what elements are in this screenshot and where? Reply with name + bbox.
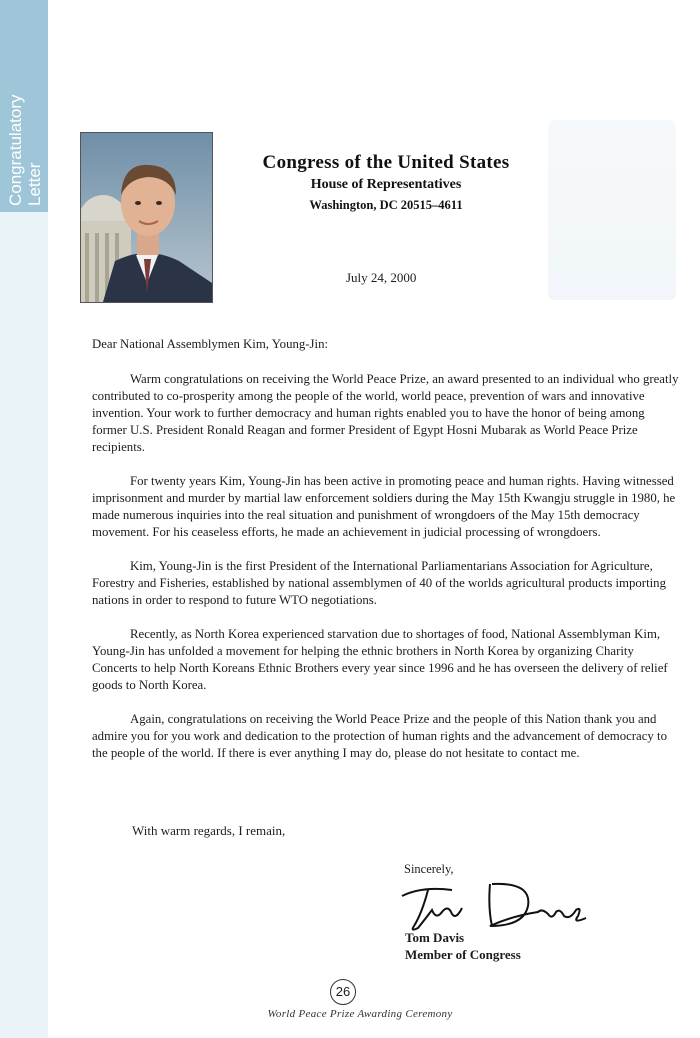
- letterhead-house: House of Representatives: [310, 177, 462, 192]
- sincerely-line: Sincerely,: [404, 862, 454, 876]
- section-tab-label: [6, 6, 44, 206]
- paragraph-4: Recently, as North Korea experienced starvation due to shortages of food, National Assemblyman Kim, Young-Jin has unfolded a movement for helping the ethnic brothers in North Korea by organizing Charity Concerts to help North Koreans Ethnic Brothers every year since 1996 and he has overseen the delivery of relief goods to North Korea.: [92, 627, 668, 692]
- signer-block: [405, 929, 521, 963]
- footer-caption: World Peace Prize Awarding Ceremony: [267, 1008, 453, 1020]
- paragraph-1: Warm congratulations on receiving the World Peace Prize, an award presented to an individual who greatly contributed to co-prosperity among the people of the world, world peace, prevention of wars and innovative invention. Your work to further democracy and human rights enabled you to have the honor of being among former U.S. President Ronald Reagan and former President of Egypt Hosni Mubarak as World Peace Prize recipients.: [92, 372, 679, 454]
- signer-title: Member of Congress: [405, 947, 521, 962]
- page-number: 26: [330, 979, 356, 1005]
- tab-line-1: Congratulatory: [6, 94, 25, 206]
- paragraph-2: For twenty years Kim, Young-Jin has been active in promoting peace and human rights. Having witnessed imprisonment and murder by martial law enforcement soldiers during the May 15th Kwangju struggle in 1980, he made numerous inquiries into the real situation and punishment of wrongdoers of the May 15th democracy movement. For his ceaseless efforts, he made an achievement in judicial processing of wrongdoers.: [92, 474, 676, 539]
- salutation: Dear National Assemblymen Kim, Young-Jin:: [92, 337, 329, 351]
- letter-body: [92, 336, 679, 779]
- handwritten-signature: [392, 868, 592, 938]
- paragraph-5: Again, congratulations on receiving the World Peace Prize and the people of this Nation thank you and admire you for you work and dedication to the protection of human rights and the advancement of democracy to the people of the world. If there is ever anything I may do, please do not hesitate to contact me.: [92, 712, 667, 760]
- paragraph-3: Kim, Young-Jin is the first President of the International Parliamentarians Association for Agriculture, Forestry and Fisheries, established by national assemblymen of 40 of the worlds agricultural products importing nations in order to respond to future WTO negotiations.: [92, 559, 666, 607]
- tab-line-2: Letter: [25, 162, 44, 206]
- letterhead-title: Congress of the United States: [262, 152, 510, 173]
- letterhead-address: Washington, DC 20515–4611: [309, 198, 463, 212]
- signer-name: Tom Davis: [405, 930, 465, 945]
- portrait-photo: [80, 132, 213, 303]
- closing-line: With warm regards, I remain,: [132, 823, 286, 838]
- background-ghost-image: [548, 120, 676, 300]
- section-tab: [0, 0, 48, 212]
- letter-date: July 24, 2000: [346, 270, 417, 285]
- letterhead: [236, 152, 536, 213]
